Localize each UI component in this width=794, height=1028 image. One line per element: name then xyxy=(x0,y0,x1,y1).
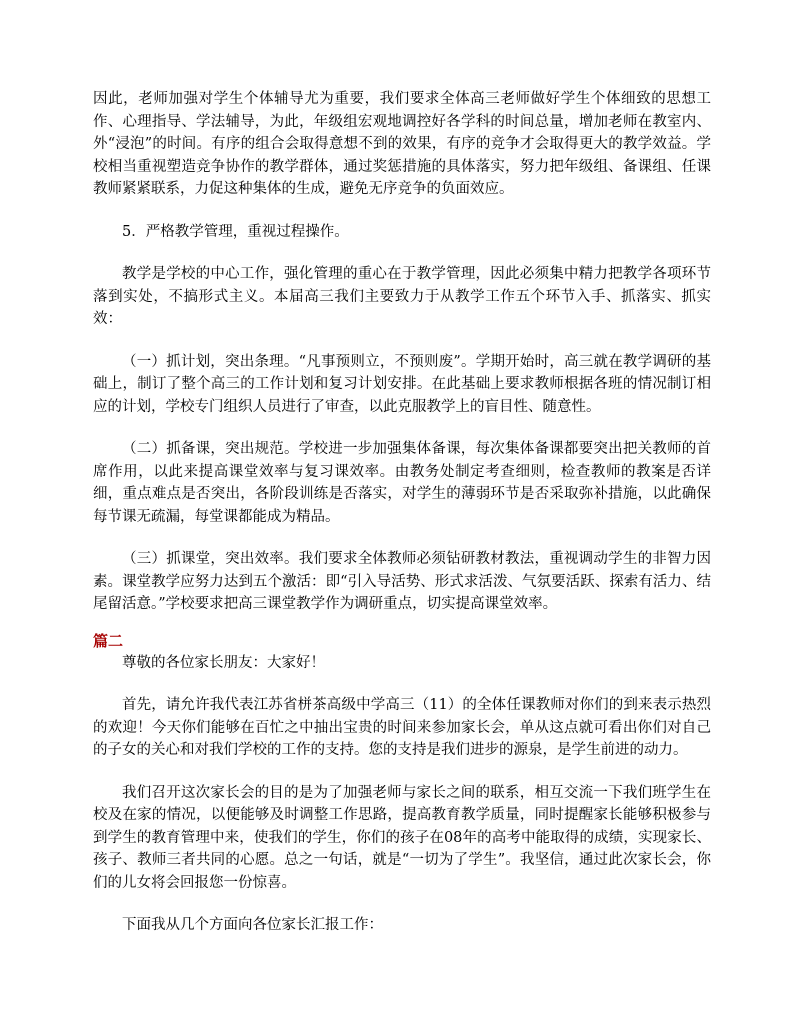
spacer xyxy=(93,894,711,914)
spacer xyxy=(93,243,711,263)
section-heading: 篇二 xyxy=(93,631,124,650)
spacer xyxy=(93,418,711,438)
spacer xyxy=(93,331,711,351)
spacer xyxy=(93,528,711,548)
paragraph-intro: 因此，老师加强对学生个体辅导尤为重要，我们要求全体高三老师做好学生个体细致的思想工作、心理指导、学法辅导，为此，年级组宏观地调控好各学科的时间总量，增加老师在教室内、外“浸泡”的时间。有序的组合会取得意想不到的效果，有序的竞争才会取得更大的教学效益。学校相当重视塑造竞争协作的教学群体，通过奖惩措施的具体落实，努力把年级组、备课组、任课教师紧紧联系，力促这种集体的生成，避免无序竞争的负面效应。 xyxy=(93,91,711,197)
document-page xyxy=(93,88,711,937)
paragraph-plan: （一）抓计划，突出条理。“凡事预则立，不预则废”。学期开始时，高三就在教学调研的基础上，制订了整个高三的工作计划和复习计划安排。在此基础上要求教师根据各班的情况制订相应的计划，学校专门组织人员进行了审查，以此克服教学上的盲目性、随意性。 xyxy=(93,353,711,415)
paragraph-lesson-prep: （二）抓备课，突出规范。学校进一步加强集体备课，每次集体备课都要突出把关教师的首席作用，以此来提高课堂效率与复习课效率。由教务处制定考查细则，检查教师的教案是否详细，重点难点是否突出，各阶段训练是否落实，对学生的薄弱环节是否采取弥补措施，以此确保每节课无疏漏，每堂课都能成为精品。 xyxy=(93,441,711,525)
spacer xyxy=(93,616,711,630)
spacer xyxy=(93,762,711,782)
paragraph-teaching: 教学是学校的中心工作，强化管理的重心在于教学管理，因此必须集中精力把教学各项环节落到实处，不搞形式主义。本届高三我们主要致力于从教学工作五个环节入手、抓落实、抓实效： xyxy=(93,266,711,327)
paragraph-greeting: 尊敬的各位家长朋友：大家好！ xyxy=(122,654,325,671)
paragraph-welcome: 首先，请允许我代表江苏省栟茶高级中学高三（11）的全体任课教师对你们的到来表示热烈的欢迎！今天你们能够在百忙之中抽出宝贵的时间来参加家长会，单从这点就可看出你们对自己的子女的关心和对我们学校的工作的支持。您的支持是我们进步的源泉，是学生前进的动力。 xyxy=(93,697,711,758)
paragraph-report: 下面我从几个方面向各位家长汇报工作： xyxy=(122,917,383,933)
spacer xyxy=(93,674,711,694)
spacer xyxy=(93,201,711,221)
paragraph-item-5: 5．严格教学管理，重视过程操作。 xyxy=(122,223,349,240)
paragraph-classroom: （三）抓课堂，突出效率。我们要求全体教师必须钻研教材教法，重视调动学生的非智力因素。课堂教学应努力达到五个激活：即“引入导活势、形式求活泼、气氛要活跃、探索有活力、结尾留活意。”学校要求把高三课堂教学作为调研重点，切实提高课堂效率。 xyxy=(93,551,711,612)
paragraph-purpose: 我们召开这次家长会的目的是为了加强老师与家长之间的联系，相互交流一下我们班学生在校及在家的情况，以便能够及时调整工作思路，提高教育教学质量，同时提醒家长能够积极参与到学生的教育管理中来，使我们的学生，你们的孩子在08年的高考中能取得的成绩，实现家长、孩子、教师三者共同的心愿。总之一句话，就是“一切为了学生”。我坚信，通过此次家长会，你们的儿女将会回报您一份惊喜。 xyxy=(93,784,711,891)
